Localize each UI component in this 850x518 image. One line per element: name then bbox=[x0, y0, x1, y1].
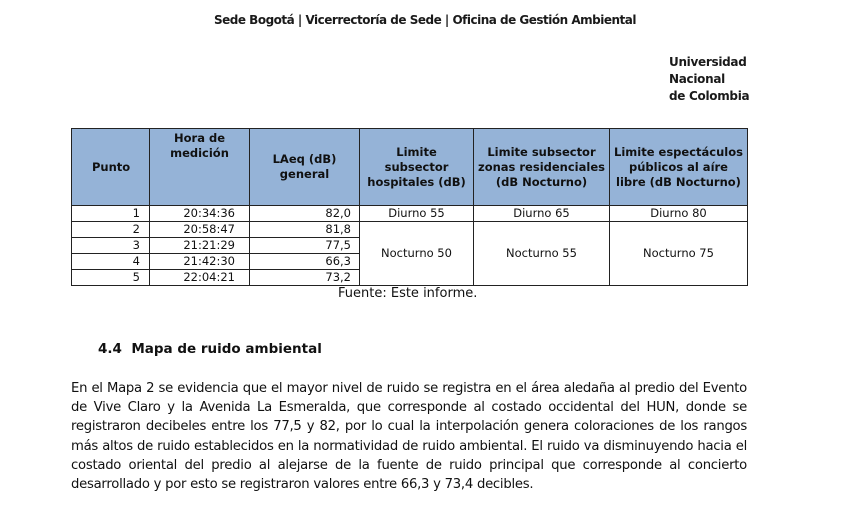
cell-nocturno-espectaculos: Nocturno 75 bbox=[610, 222, 748, 286]
table-header-row bbox=[72, 129, 748, 206]
university-line-2: Nacional bbox=[669, 72, 725, 86]
section-number: 4.4 bbox=[98, 341, 122, 357]
cell-punto: 5 bbox=[72, 270, 150, 286]
noise-measurement-table bbox=[71, 128, 748, 286]
cell-nocturno-hospitales: Nocturno 50 bbox=[360, 222, 474, 286]
cell-punto: 2 bbox=[72, 222, 150, 238]
cell-laeq: 82,0 bbox=[250, 206, 360, 222]
body-paragraph: En el Mapa 2 se evidencia que el mayor nivel de ruido se registra en el área aledaña al predio del Evento de Vive Claro y la Avenida La Esmeralda, que corresponde al costado occidental del HUN, donde se registraron decibeles entre los 77,5 y 82, por lo cual la interpolación genera coloraciones de los rangos más altos de ruido establecidos en la normatividad de ruido ambiental. El ruido va disminuyendo hacia el costado oriental del predio al alejarse de la fuente de ruido principal que corresponde al concierto desarrollado y por esto se registraron valores entre 66,3 y 73,4 decibles. bbox=[71, 381, 747, 493]
header-hospitales: Limite subsector hospitales (dB) bbox=[360, 129, 474, 206]
cell-hora: 21:42:30 bbox=[150, 254, 250, 270]
cell-punto: 3 bbox=[72, 238, 150, 254]
university-logo-text bbox=[669, 54, 749, 105]
header-espectaculos: Limite espectáculos públicos al aíre libre (dB Nocturno) bbox=[610, 129, 748, 206]
university-line-3: de Colombia bbox=[669, 89, 750, 103]
cell-hora: 20:58:47 bbox=[150, 222, 250, 238]
table-source-caption: Fuente: Este informe. bbox=[338, 286, 478, 301]
cell-punto: 1 bbox=[72, 206, 150, 222]
cell-hora: 21:21:29 bbox=[150, 238, 250, 254]
header-hora: Hora de medición bbox=[150, 129, 250, 206]
header-punto: Punto bbox=[72, 129, 150, 206]
cell-laeq: 66,3 bbox=[250, 254, 360, 270]
cell-laeq: 81,8 bbox=[250, 222, 360, 238]
section-heading bbox=[98, 341, 322, 357]
cell-laeq: 73,2 bbox=[250, 270, 360, 286]
cell-hora: 20:34:36 bbox=[150, 206, 250, 222]
cell-laeq: 77,5 bbox=[250, 238, 360, 254]
page-header: Sede Bogotá | Vicerrectoría de Sede | Oficina de Gestión Ambiental bbox=[213, 13, 636, 27]
table-row bbox=[72, 206, 748, 222]
header-laeq: LAeq (dB) general bbox=[250, 129, 360, 206]
cell-punto: 4 bbox=[72, 254, 150, 270]
cell-hora: 22:04:21 bbox=[150, 270, 250, 286]
cell-diurno-espectaculos: Diurno 80 bbox=[610, 206, 748, 222]
table-row bbox=[72, 222, 748, 238]
cell-nocturno-residenciales: Nocturno 55 bbox=[474, 222, 610, 286]
university-line-1: Universidad bbox=[669, 55, 747, 69]
section-title: Mapa de ruido ambiental bbox=[131, 341, 322, 357]
cell-diurno-hospitales: Diurno 55 bbox=[360, 206, 474, 222]
header-residenciales: Limite subsector zonas residenciales (dB Nocturno) bbox=[474, 129, 610, 206]
cell-diurno-residenciales: Diurno 65 bbox=[474, 206, 610, 222]
